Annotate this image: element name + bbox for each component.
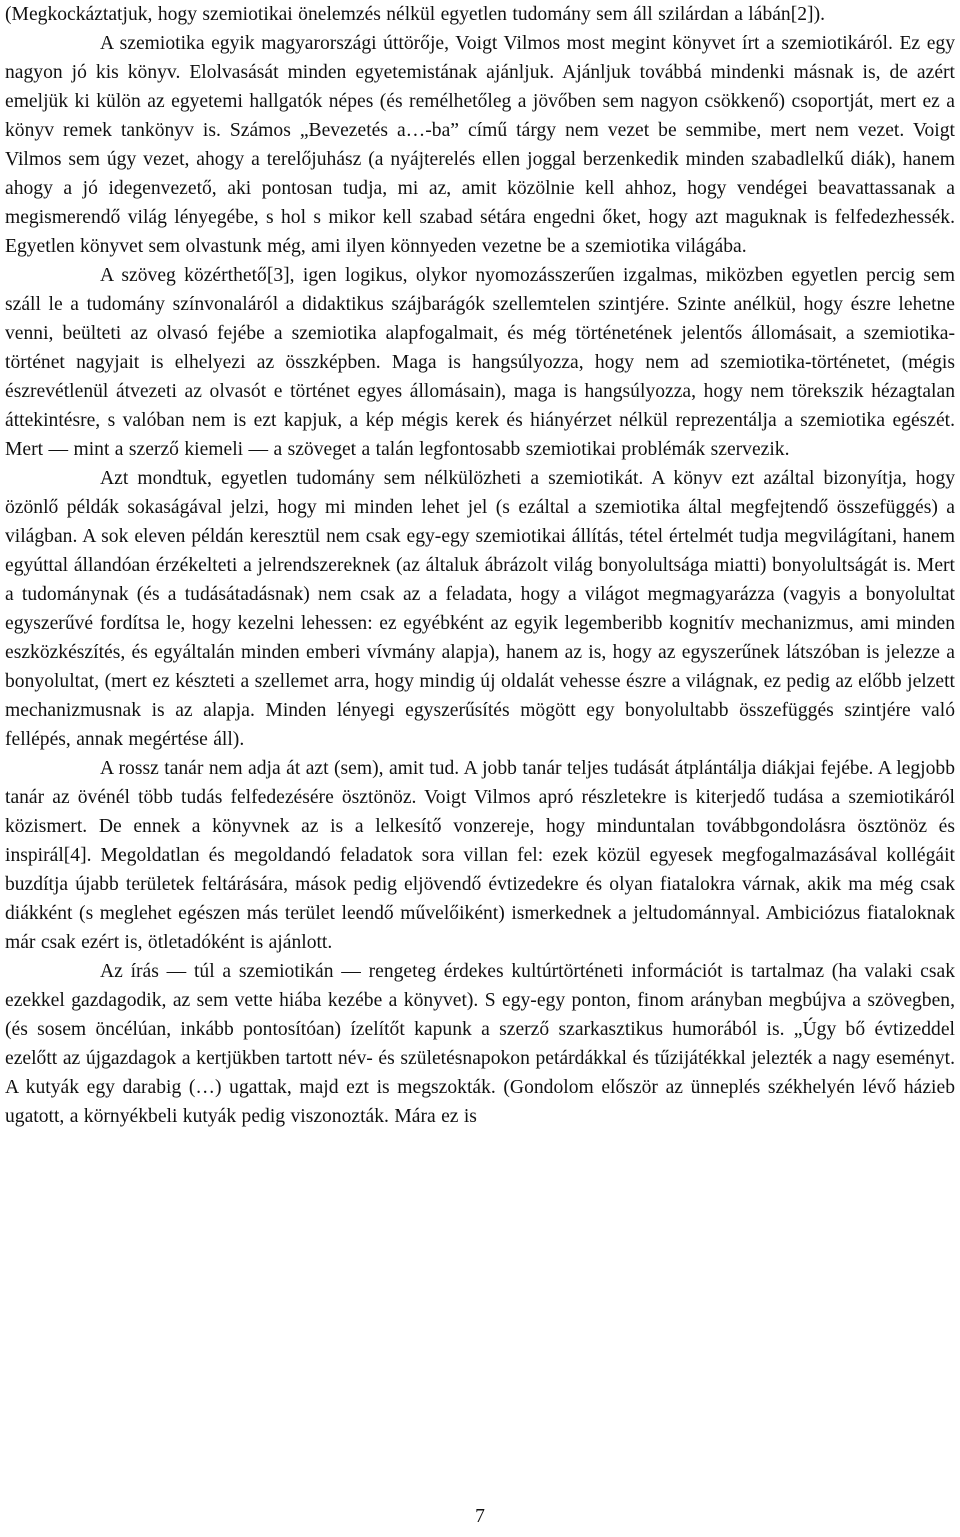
page-number: 7 bbox=[475, 1506, 485, 1527]
paragraph-3: A szöveg közérthető[3], igen logikus, olykor nyomozásszerűen izgalmas, miközben egyetlen percig sem száll le a tudomány színvonaláról a didaktikus szájbarágók szellemtelen szintjére. Szinte anélkül, hogy észre lehetne venni, beülteti az olvasó fejébe a szemiotika alapfogalmait, és még történetének jelentős állomásait, a szemiotika-történet nagyjait is elhelyezi az összképben. Maga is hangsúlyozza, hogy nem ad szemiotika-történetet, (mégis észrevétlenül átvezeti az olvasót e történet egyes állomásain), maga is hangsúlyozza, hogy nem törekszik hézagtalan áttekintésre, s valóban nem is ezt kapjuk, a kép mégis kerek és hiányérzet nélkül reprezentálja a szemiotika egészét. Mert — mint a szerző kiemeli — a szöveget a talán legfontosabb szemiotikai problémák szervezik. bbox=[5, 265, 955, 460]
paragraph-2: A szemiotika egyik magyarországi úttörője, Voigt Vilmos most megint könyvet írt a szemiotikáról. Ez egy nagyon jó kis könyv. Elolvasását minden egyetemistának ajánljuk. Ajánljuk továbbá mindenki másnak is, de azért emeljük ki külön az egyetemi hallgatók népes (és remélhetőleg a jövőben sem nagyon csökkenő) csoportját, mert ez a könyv remek tankönyv is. Számos „Bevezetés a…-ba” című tárgy nem vezet be semmibe, mert nem vezet. Voigt Vilmos sem úgy vezet, ahogy a terelőjuhász (a nyájterelés ellen joggal berzenkedik minden szabadlelkű diák), hanem ahogy a jó idegenvezető, aki pontosan tudja, mi az, amit közölnie kell ahhoz, hogy vendégei beavattassanak a megismerendő világ lényegébe, s hol s mikor kell szabad sétára engedni őket, hogy azt maguknak is felfedezhessék. Egyetlen könyvet sem olvastunk még, ami ilyen könnyeden vezetne be a szemiotika világába. bbox=[5, 33, 955, 257]
paragraph-4: Azt mondtuk, egyetlen tudomány sem nélkülözheti a szemiotikát. A könyv ezt azáltal bizonyítja, hogy özönlő példák sokaságával jelzi, hogy mi minden lehet jel (s ezáltal a szemiotika által megfejtendő összefüggés) a világban. A sok eleven példán keresztül nem csak egy-egy szemiotikai állítás, tétel értelmét tudja megvilágítani, hanem egyúttal állandóan érzékelteti a jelrendszereknek (az általuk ábrázolt világ bonyolultsága miatti) bonyolultságát is. Mert a tudománynak (és a tudásátadásnak) nem csak az a feladata, hogy a világot megmagyarázza (vagyis a bonyolultat egyszerűvé fordítsa le, hogy kezelni lehessen: ez egyébként az egyik legemberibb kognitív mechanizmus, ami minden eszközkészítés, és egyáltalán minden emberi vívmány alapja), hanem az is, hogy az egyszerűnek látszóban is jelezze a bonyolultat, (mert ez készteti a szellemet arra, hogy mindig új oldalát vehesse észre a világnak, ez pedig az előbb jelzett mechanizmusnak is az alapja. Minden lényegi egyszerűsítés mögött egy bonyolultabb összefüggés szintjére való fellépés, annak megértése áll). bbox=[5, 468, 955, 750]
paragraph-1: (Megkockáztatjuk, hogy szemiotikai önelemzés nélkül egyetlen tudomány sem áll szilárdan a lábán[2]). bbox=[5, 4, 825, 25]
paragraph-6: Az írás — túl a szemiotikán — rengeteg érdekes kultúrtörténeti információt is tartalmaz (ha valaki csak ezekkel gazdagodik, az sem vette hiába kezébe a könyvet). S egy-egy ponton, finom arányban megbújva a szövegben, (és sosem öncélúan, inkább pontosítóan) ízelítőt kapunk a szerző szarkasztikus humorából is. „Úgy bő évtizeddel ezelőtt az újgazdagok a kertjükben tartott név- és születésnapokon petárdákkal és tűzijátékkal jelezték a nagy eseményt. A kutyák egy darabig (…) ugattak, majd ezt is megszokták. (Gondolom először az ünneplés székhelyén lévő házieb ugatott, a környékbeli kutyák pedig viszonozták. Mára ez is bbox=[5, 961, 955, 1127]
paragraph-5: A rossz tanár nem adja át azt (sem), amit tud. A jobb tanár teljes tudását átplántálja diákjai fejébe. A legjobb tanár az övénél több tudás felfedezésére ösztönöz. Voigt Vilmos apró részletekre is kiterjedő tudása a szemiotikáról közismert. De ennek a könyvnek az is a lelkesítő vonzereje, hogy minduntalan továbbgondolásra ösztönöz és inspirál[4]. Megoldatlan és megoldandó feladatok sora villan fel: ezek közül egyesek megfogalmazásával kollégáit buzdítja újabb területek feltárására, mások pedig eljövendő évtizedekre és olyan fiatalokra várnak, akik ma még csak diákként (s meglehet egészen más terület leendő művelőiként) ismerkednek a jeltudománnyal. Ambiciózus fiataloknak már csak ezért is, ötletadóként is ajánlott. bbox=[5, 758, 955, 953]
document-page bbox=[5, 0, 955, 1131]
